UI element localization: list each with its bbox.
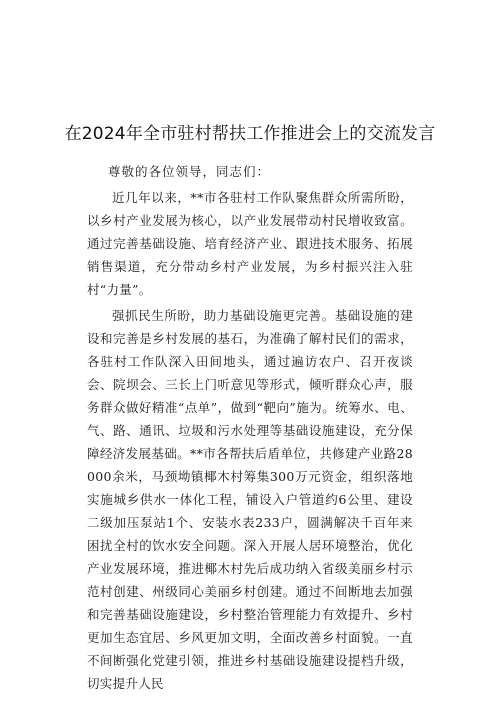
body-paragraph-1: 近几年以来，**市各驻村工作队聚焦群众所需所盼，以乡村产业发展为核心，以产业发展带动村民增收致富。通过完善基础设施、培育经济产业、跟进技术服务、拓展销售渠道，充分带动乡村产业发展，为乡村振兴注入驻村“力量”。	[87, 190, 413, 297]
document-title: 在2024年全市驻村帮扶工作推进会上的交流发言	[64, 124, 436, 145]
body-paragraph-2: 强抓民生所盼，助力基础设施更完善。基础设施的建设和完善是乡村发展的基石，为准确了解村民们的需求，各驻村工作队深入田间地头，通过遍访农户、召开夜谈会、院坝会、三长上门听意见等形式，倾听群众心声，服务群众做好精准“点单”，做到“靶向”施为。统筹水、电、气、路、通讯、垃圾和污水处理等基础设施建设，充分保障经济发展基础。**市各帮扶后盾单位，共修建产业路28000余米，马颈坳镇椰木村筹集300万元资金，组织落地实施城乡供水一体化工程，铺设入户管道约6公里、建设二级加压泵站1个、安装水表233户，圆满解决千百年来困扰全村的饮水安全问题。深入开展人居环境整治，优化产业发展环境，推进椰木村先后成功纳入省级美丽乡村示范村创建、州级同心美丽乡村创建。通过不间断地去加强和完善基础设施建设，乡村整治管理能力有效提升、乡村更加生态宜居、乡风更加文明，全面改善乡村面貌。一直不间断强化党建引领，推进乡村基础设施建设提档升级，切实提升人民	[87, 308, 413, 691]
greeting-line: 尊敬的各位领导，同志们：	[108, 164, 271, 179]
